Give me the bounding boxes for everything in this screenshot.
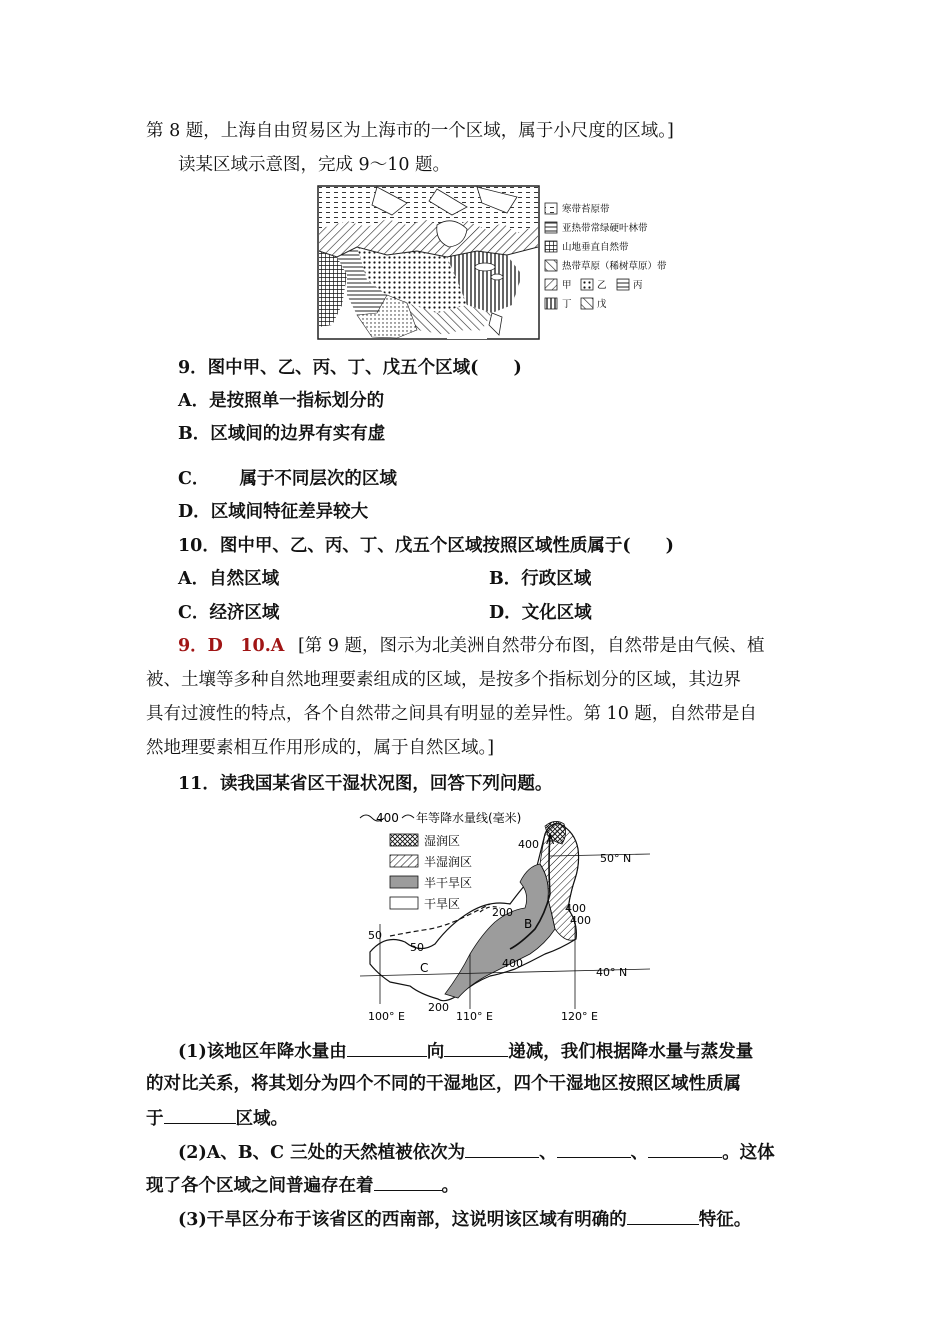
label-lon-100: 100° E xyxy=(368,1010,405,1023)
label-point-b: B xyxy=(524,917,533,931)
answer-line-4: 然地理要素相互作用形成的，属于自然区域。] xyxy=(146,738,495,758)
label-lon-120: 120° E xyxy=(561,1010,598,1023)
answer-blank[interactable] xyxy=(627,1206,699,1225)
paragraph-read-map: 读某区域示意图，完成 9～10 题。 xyxy=(178,155,451,175)
legend-tundra: 寒带苔原带 xyxy=(562,204,610,215)
isohyet-label-200b: 200 xyxy=(428,1001,449,1014)
q11-part1-line2: 的对比关系，将其划分为四个不同的干湿地区，四个干湿地区按照区域性质属 xyxy=(146,1074,741,1094)
answer-blank[interactable] xyxy=(347,1038,427,1057)
q11-stem: 11．读我国某省区干湿状况图，回答下列问题。 xyxy=(178,774,553,794)
answer-blank[interactable] xyxy=(465,1139,539,1158)
isohyet-legend: 年等降水量线(毫米) xyxy=(416,811,522,825)
isohyet-label-50a: 50 xyxy=(368,929,382,942)
label-lat-50: 50° N xyxy=(600,852,632,865)
q9-option-a: A．是按照单一指标划分的 xyxy=(178,391,385,411)
answer-blank[interactable] xyxy=(648,1139,722,1158)
isohyet-label-50b: 50 xyxy=(410,941,424,954)
legend-semi-humid: 半湿润区 xyxy=(424,855,473,869)
isohyet-label-400d: 400 xyxy=(502,957,523,970)
label-lat-40: 40° N xyxy=(596,966,628,979)
label-point-a: A xyxy=(546,833,555,847)
legend-ding: 丁 xyxy=(562,299,572,310)
legend-humid: 湿润区 xyxy=(424,834,461,848)
answer-blank[interactable] xyxy=(374,1172,442,1191)
q10-option-b: B．行政区域 xyxy=(489,569,592,589)
isohyet-label-400a: 400 xyxy=(518,838,539,851)
q9-stem: 9．图中甲、乙、丙、丁、戊五个区域( ) xyxy=(178,358,522,378)
q11-part1-line1: (1)该地区年降水量由 向 递减，我们根据降水量与蒸发量 xyxy=(178,1038,753,1064)
isohyet-value: 400 xyxy=(376,811,399,825)
q10-stem: 10．图中甲、乙、丙、丁、戊五个区域按照区域性质属于( ) xyxy=(178,536,674,556)
answer-keys: 9．D 10.A xyxy=(178,636,285,656)
isohyet-label-400c: 400 xyxy=(570,914,591,927)
answer-blank[interactable] xyxy=(444,1038,508,1057)
q11-part2-line1: (2)A、B、C 三处的天然植被依次为 、 、 。这体 xyxy=(178,1139,775,1165)
q9-option-c: C． 属于不同层次的区域 xyxy=(178,469,397,489)
province-dry-wet-map xyxy=(350,804,670,1026)
q10-option-a: A．自然区域 xyxy=(178,569,280,589)
q11-part1-line3: 于 区域。 xyxy=(146,1105,288,1131)
legend-yi: 乙 xyxy=(597,280,607,291)
legend-wu: 戊 xyxy=(597,299,607,310)
label-lon-110: 110° E xyxy=(456,1010,493,1023)
paragraph-q8-explanation: 第 8 题，上海自由贸易区为上海市的一个区域，属于小尺度的区域。] xyxy=(146,121,674,141)
q11-part3: (3)干旱区分布于该省区的西南部，这说明该区域有明确的 特征。 xyxy=(178,1206,751,1232)
answer-line-2: 被、土壤等多种自然地理要素组成的区域，是按多个指标划分的区域，其边界 xyxy=(146,670,741,690)
north-america-zone-map xyxy=(317,185,677,341)
q10-option-c: C．经济区域 xyxy=(178,603,280,623)
q9-option-b: B．区域间的边界有实有虚 xyxy=(178,424,386,444)
legend-subtropical-sclerophyll: 亚热带常绿硬叶林带 xyxy=(562,223,648,234)
legend-bing: 丙 xyxy=(633,280,643,291)
legend-arid: 干旱区 xyxy=(424,897,461,911)
isohyet-label-400b: 400 xyxy=(565,902,586,915)
label-point-c: C xyxy=(420,961,429,975)
legend-jia: 甲 xyxy=(562,280,572,291)
isohyet-label-200a: 200 xyxy=(492,906,513,919)
answer-line-3: 具有过渡性的特点，各个自然带之间具有明显的差异性。第 10 题，自然带是自 xyxy=(146,704,757,724)
legend-mountain-vertical: 山地垂直自然带 xyxy=(562,242,629,253)
answer-line-1: 9．D 10.A [第 9 题，图示为北美洲自然带分布图，自然带是由气候、植 xyxy=(178,636,765,656)
q11-part2-line2: 现了各个区域之间普遍存在着 。 xyxy=(146,1172,459,1198)
answer-blank[interactable] xyxy=(164,1105,236,1124)
legend-semi-arid: 半干旱区 xyxy=(424,876,473,890)
legend-savanna: 热带草原（稀树草原）带 xyxy=(562,261,667,272)
q10-option-d: D．文化区域 xyxy=(489,603,592,623)
answer-blank[interactable] xyxy=(557,1139,631,1158)
q9-option-d: D．区域间特征差异较大 xyxy=(178,502,369,522)
